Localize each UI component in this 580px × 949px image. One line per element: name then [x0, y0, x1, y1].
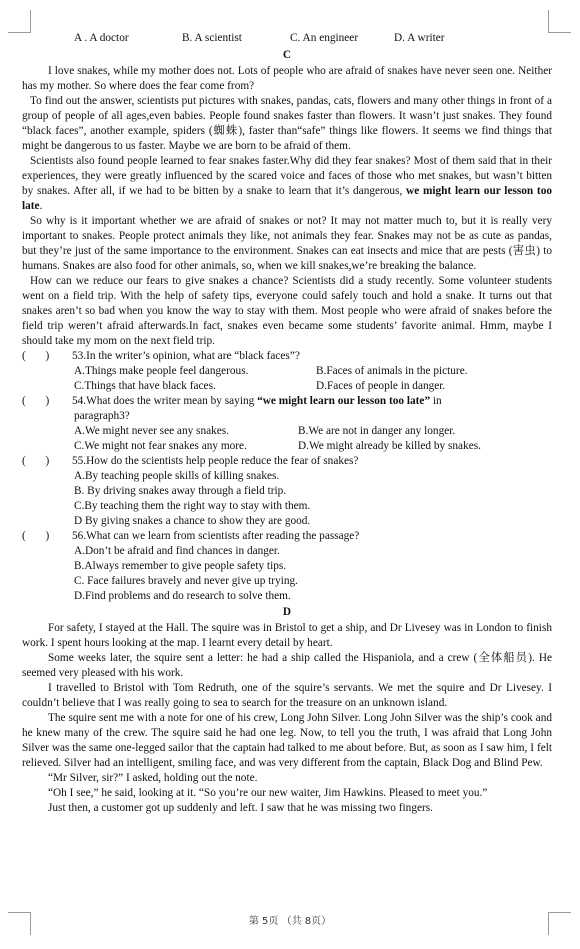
passage-d-paragraph-4: The squire sent me with a note for one of his crew, Long John Silver. Long John Silver was the ship’s cook and he knew many of the crew. The squire said he had one leg. Now, to tell you the truth, I was afraid that Long John Silver was the same one-legged sailor that the captain had talked to me about before. But, as soon as I saw him, I felt relieved. Silver had an intelligent, smiling face, and was very different from the captain, Black Dog and Blind Pew. — [22, 712, 552, 769]
answer-blank[interactable]: ( ) — [22, 350, 50, 362]
option-a: A.Don’t be afraid and find chances in danger. — [74, 545, 280, 557]
crop-mark-top-right — [548, 10, 571, 33]
question-55 — [22, 454, 552, 469]
options-row — [22, 379, 552, 394]
option-a: A . A doctor — [74, 32, 129, 44]
passage-d-paragraph-2: Some weeks later, the squire sent a letter: he had a ship called the Hispaniola, and a crew (全体船员). He seemed very pleased with his work. — [22, 652, 552, 679]
option-d: D.Find problems and do research to solve them. — [74, 590, 291, 602]
options-row — [22, 364, 552, 379]
highlighted-phrase: we might learn our lesson too late — [22, 185, 552, 212]
option-a: A.Things make people feel dangerous. — [74, 365, 249, 377]
answer-blank[interactable]: ( ) — [22, 455, 50, 467]
option-d: D By giving snakes a chance to show they are good. — [74, 515, 311, 527]
passage-d-paragraph-6: “Oh I see,” he said, looking at it. “So you’re our new waiter, Jim Hawkins. Pleased to meet you.” — [48, 787, 488, 799]
passage-c-paragraph-1: I love snakes, while my mother does not. Lots of people who are afraid of snakes have never seen one. Neither has my mother. So where does the fear come from? — [22, 65, 552, 92]
passage-c-paragraph-5: How can we reduce our fears to give snakes a chance? Scientists did a study recently. Some volunteer students went on a field trip. With the help of safety tips, everyone could safely touch and hold a snake. It turns out that snakes aren’t so bad when you know the way to stay with them. Most people who were afraid of snakes before the field trip weren’t afraid afterwards.In fact, snakes even became some students’ favorite animal. Hmm, maybe I should take my mom on the next field trip. — [22, 275, 552, 347]
question-54 — [22, 394, 552, 409]
passage-d-paragraph-7: Just then, a customer got up suddenly and left. I saw that he was missing two fingers. — [48, 802, 433, 814]
option-c: C.We might not fear snakes any more. — [74, 440, 247, 452]
options-row — [22, 424, 552, 439]
page-content — [22, 31, 552, 816]
section-heading-c: C — [282, 49, 292, 61]
section-heading-d: D — [282, 606, 292, 618]
option-b: B.We are not in danger any longer. — [298, 425, 456, 437]
answer-blank[interactable]: ( ) — [22, 395, 50, 407]
option-b: B.Always remember to give people safety tips. — [74, 560, 287, 572]
option-a: A.We might never see any snakes. — [74, 425, 230, 437]
option-d: D.We might already be killed by snakes. — [298, 440, 481, 452]
crop-mark-top-left — [8, 10, 31, 33]
options-row — [22, 439, 552, 454]
question-stem: 55.How do the scientists help people reduce the fear of snakes? — [72, 455, 359, 467]
question-53 — [22, 349, 552, 364]
answer-blank[interactable]: ( ) — [22, 530, 50, 542]
question-stem: 54.What does the writer mean by saying “we might learn our lesson too late” in — [72, 395, 442, 407]
passage-c-paragraph-2: To find out the answer, scientists put pictures with snakes, pandas, cats, flowers and many other things in front of a group of people of all ages,even babies. People found snakes faster than flowers. It wasn’t just snakes. They found “black faces”, another example, spiders (蜘蛛), faster than“safe” things like flowers. It seems we find things that might be dangerous to us faster. Maybe we are born to be afraid of them. — [22, 95, 552, 152]
option-b: B.Faces of animals in the picture. — [316, 365, 468, 377]
passage-d-paragraph-3: I travelled to Bristol with Tom Redruth, one of the squire’s servants. We met the squire and Dr Livesey. I couldn’t believe that I was really going to sea to search for the treasure on an unknown island. — [22, 682, 552, 709]
passage-d-paragraph-1: For safety, I stayed at the Hall. The squire was in Bristol to get a ship, and Dr Livesey was in London to finish work. I spent hours looking at the map. I learnt every detail by heart. — [22, 622, 552, 649]
option-c: C. Face failures bravely and never give up trying. — [74, 575, 298, 587]
question-56 — [22, 529, 552, 544]
question-stem: 53.In the writer’s opinion, what are “black faces”? — [72, 350, 300, 362]
option-c: C.By teaching them the right way to stay with them. — [74, 500, 311, 512]
question-stem: 56.What can we learn from scientists after reading the passage? — [72, 530, 360, 542]
passage-d-paragraph-5: “Mr Silver, sir?” I asked, holding out the note. — [48, 772, 258, 784]
previous-question-options — [22, 31, 552, 47]
page-number-footer: 第 5页 （共 8页） — [248, 916, 332, 927]
passage-c-paragraph-4: So why is it important whether we are afraid of snakes or not? It may not matter much to, but it is really very important to snakes. People protect animals they like, not animals they fear. Snakes may not be as cute as pandas, but they’re just of the same importance to the environment. Snakes can eat insects and mice that are pests (害虫) to humans. Snakes are also food for other animals, so, when we kill snakes,we’re breaking the balance. — [22, 215, 552, 272]
option-b: B. By driving snakes away through a field trip. — [74, 485, 287, 497]
question-stem-continued: paragraph3? — [74, 410, 130, 422]
option-a: A.By teaching people skills of killing snakes. — [74, 470, 280, 482]
option-c: C. An engineer — [290, 32, 359, 44]
option-c: C.Things that have black faces. — [74, 380, 216, 392]
option-d: D.Faces of people in danger. — [316, 380, 446, 392]
passage-c-paragraph-3: Scientists also found people learned to fear snakes faster.Why did they fear snakes? Most of them said that in their experiences, they were greatly influenced by the scared voice and faces of those who met snakes, but wasn’t bitten by snakes. After all, if we had to be bitten by a snake to learn that it’s dangerous, we might learn our lesson too late. — [22, 155, 552, 212]
option-d: D. A writer — [394, 32, 445, 44]
option-b: B. A scientist — [182, 32, 242, 44]
